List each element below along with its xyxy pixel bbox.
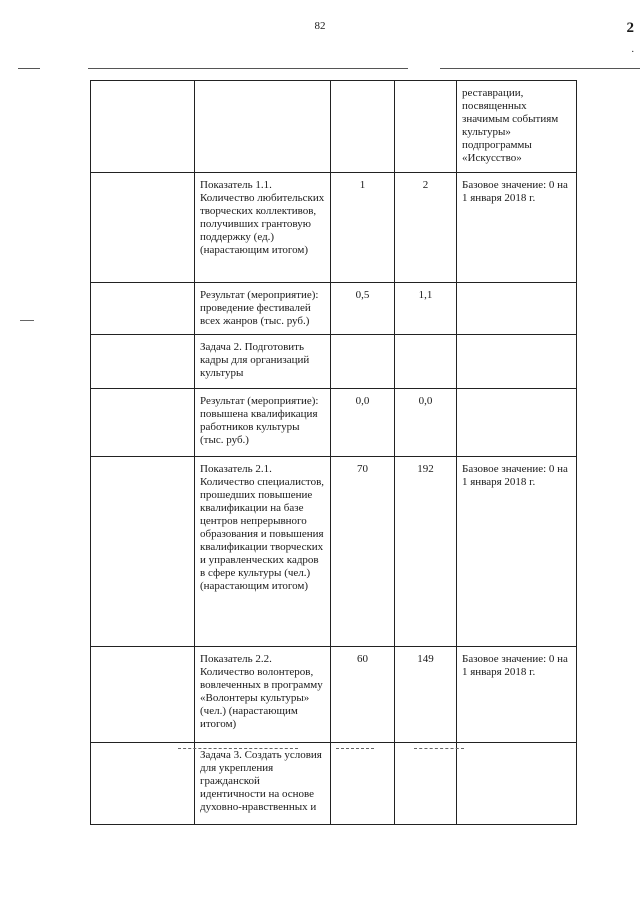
blank-cell: [91, 283, 195, 335]
value-cell: 149: [395, 647, 457, 743]
value-cell: [395, 743, 457, 825]
page-number: 82: [314, 20, 326, 32]
indicator-name: Показатель 1.1. Количество любительских творческих коллективов, получивших грантовую поддержку (ед.) (нарастающим итогом): [195, 173, 331, 283]
table-row: [91, 81, 577, 173]
indicators-table: [90, 80, 577, 825]
top-rule-middle: [88, 68, 408, 69]
blank-cell: [91, 743, 195, 825]
value-cell: 60: [331, 647, 395, 743]
table-row: [91, 389, 577, 457]
value-cell: 0,0: [331, 389, 395, 457]
note-cell: [457, 335, 577, 389]
dashed-line: [414, 748, 464, 749]
table-row: [91, 457, 577, 647]
blank-cell: [91, 647, 195, 743]
note-cell: [457, 283, 577, 335]
indicator-name: Задача 3. Создать условия для укрепления гражданской идентичности на основе духовно-нравственных и: [195, 743, 331, 825]
value-cell: 1,1: [395, 283, 457, 335]
value-cell: [395, 335, 457, 389]
table-row: [91, 335, 577, 389]
blank-cell: [91, 457, 195, 647]
table-row: [91, 647, 577, 743]
value-cell: [331, 743, 395, 825]
blank-cell: [91, 81, 195, 173]
blank-cell: [91, 335, 195, 389]
value-cell: 192: [395, 457, 457, 647]
dashed-line: [336, 748, 374, 749]
indicator-name: Результат (мероприятие): повышена квалификация работников культуры (тыс. руб.): [195, 389, 331, 457]
note-cell: реставрации, посвященных значимым событиям культуры» подпрограммы «Искусство»: [457, 81, 577, 173]
value-cell: 0,5: [331, 283, 395, 335]
blank-cell: [91, 389, 195, 457]
corner-mark: 2: [626, 20, 634, 36]
note-cell: Базовое значение: 0 на 1 января 2018 г.: [457, 173, 577, 283]
indicator-name: Результат (мероприятие): проведение фестивалей всех жанров (тыс. руб.): [195, 283, 331, 335]
table-row: [91, 743, 577, 825]
note-cell: Базовое значение: 0 на 1 января 2018 г.: [457, 457, 577, 647]
value-cell: 1: [331, 173, 395, 283]
table-row: [91, 173, 577, 283]
table-row: [91, 283, 577, 335]
corner-mark-2: .: [631, 44, 634, 55]
indicator-name: Показатель 2.1. Количество специалистов, прошедших повышение квалификации на базе центров непрерывного образования и повышения квалификации творческих и управленческих кадров в сфере культуры (чел.) (нарастающим итогом): [195, 457, 331, 647]
indicator-name: Задача 2. Подготовить кадры для организаций культуры: [195, 335, 331, 389]
note-cell: [457, 389, 577, 457]
value-cell: [395, 81, 457, 173]
value-cell: 2: [395, 173, 457, 283]
top-rule-left: [18, 68, 40, 69]
blank-cell: [91, 173, 195, 283]
margin-mark: [20, 320, 34, 321]
indicator-name: Показатель 2.2. Количество волонтеров, вовлеченных в программу «Волонтеры культуры» (чел.) (нарастающим итогом): [195, 647, 331, 743]
value-cell: [331, 335, 395, 389]
value-cell: 0,0: [395, 389, 457, 457]
dashed-line: [178, 748, 298, 749]
note-cell: [457, 743, 577, 825]
note-cell: Базовое значение: 0 на 1 января 2018 г.: [457, 647, 577, 743]
indicator-name: [195, 81, 331, 173]
value-cell: [331, 81, 395, 173]
value-cell: 70: [331, 457, 395, 647]
top-rule-right: [440, 68, 640, 69]
